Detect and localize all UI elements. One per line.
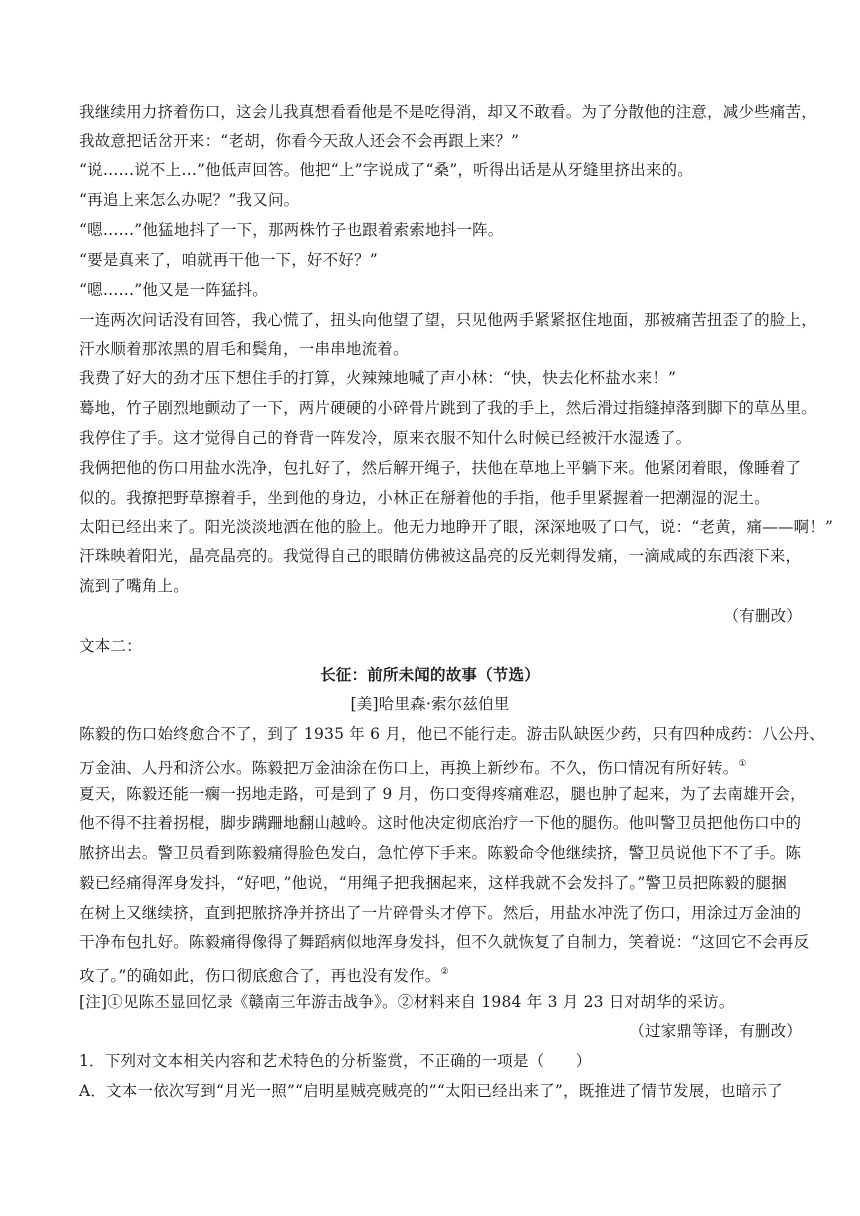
text-one-line-7: “嗯……”他又是一阵猛抖。 [79,281,268,299]
text-one-line-13: 我俩把他的伤口用盐水洗净，包扎好了，然后解开绳子，扶他在草地上平躺下来。他紧闭着眼，像睡着了 [79,459,802,477]
footnote-mark-2: ② [440,967,449,977]
text-two-line-5: 脓挤出去。警卫员看到陈毅痛得脸色发白，急忙停下手来。陈毅命令他继续挤，警卫员说他下不了手。陈 [79,844,802,862]
text-two-line-1: 陈毅的伤口始终愈合不了，到了 1935 年 6 月，他已不能行走。游击队缺医少药，只有四种成药：八公丹、 [79,725,825,743]
text-two-line-3: 夏天，陈毅还能一瘸一拐地走路，可是到了 9 月，伤口变得疼痛难忍，腿也肿了起来，为了去南雄开会， [79,785,806,803]
text-two-title: 长征：前所未闻的故事（节选） [320,665,540,684]
text-one-line-3: “说……说不上…”他低声回答。他把“上”字说成了“桑”，听得出话是从牙缝里挤出来的。 [79,161,693,179]
text-two-source-note: （过家鼎等译，有删改） [629,1022,802,1040]
text-two-line-6: 毅已经痛得浑身发抖，“好吧，”他说，“用绳子把我捆起来，这样我就不会发抖了。”警卫员把陈毅的腿捆 [79,874,787,892]
text-two-author: [美]哈里森·索尔兹伯里 [350,695,510,713]
text-two-heading: 文本二： [79,637,142,655]
footnote-mark-1: ① [738,759,747,769]
text-one-line-12: 我停住了手。这才觉得自己的脊背一阵发冷，原来衣服不知什么时候已经被汗水湿透了。 [79,429,692,447]
text-two-note: [注]①见陈丕显回忆录《赣南三年游击战争》。②材料来自 1984 年 3 月 23 日对胡华的采访。 [79,993,735,1011]
text-one-line-5: “嗯……”他猛地抖了一下，那两株竹子也跟着索索地抖一阵。 [79,221,504,239]
text-two-line-7: 在树上又继续挤，直到把脓挤净并挤出了一片碎骨头才停下。然后，用盐水冲洗了伤口，用涂过万金油的 [79,904,802,922]
question-stem: 1．下列对文本相关内容和艺术特色的分析鉴赏，不正确的一项是（ ） [79,1052,592,1070]
text-one-line-17: 流到了嘴角上。 [79,577,189,595]
text-two-line-9: 攻了。”的确如此，伤口彻底愈合了，再也没有发作。② [79,967,449,985]
text-one-line-4: “再追上来怎么办呢？”我又问。 [79,191,300,209]
text-one-line-16: 汗珠映着阳光，晶亮晶亮的。我觉得自己的眼睛仿佛被这晶亮的反光刺得发痛，一滴咸咸的东西滚下来， [79,547,802,565]
text-one-source-note: （有删改） [723,607,802,625]
text-one-line-15: 太阳已经出来了。阳光淡淡地洒在他的脸上。他无力地睁开了眼，深深地吸了口气，说：“老黄，痛——啊！” [79,518,834,536]
text-one-line-9: 汗水顺着那浓黑的眉毛和鬓角，一串串地流着。 [79,340,409,358]
text-two-line-8: 干净布包扎好。陈毅痛得像得了舞蹈病似地浑身发抖，但不久就恢复了自制力，笑着说：“这回它不会再反 [79,933,810,951]
text-one-line-2: 我故意把话岔开来：“老胡，你看今天敌人还会不会再跟上来？” [79,132,520,150]
text-one-line-6: “要是真来了，咱就再干他一下，好不好？” [79,251,378,269]
text-one-line-8: 一连两次问话没有回答，我心慌了，扭头向他望了望，只见他两手紧紧抠住地面，那被痛苦扭歪了的脸上， [79,311,817,329]
question-option-a: A．文本一依次写到“月光一照”“启明星贼亮贼亮的”“太阳已经出来了”，既推进了情节发展，也暗示了 [79,1082,783,1100]
text-one-line-1: 我继续用力挤着伤口，这会儿我真想看看他是不是吃得消，却又不敢看。为了分散他的注意，减少些痛苦， [79,103,817,121]
text-one-line-14: 似的。我撩把野草擦着手，坐到他的身边，小林正在掰着他的手指，他手里紧握着一把潮湿的泥土。 [79,489,770,507]
text-one-line-11: 蓦地，竹子剧烈地颤动了一下，两片硬硬的小碎骨片跳到了我的手上，然后滑过指缝掉落到脚下的草丛里。 [79,399,817,417]
text-one-line-10: 我费了好大的劲才压下想住手的打算，火辣辣地喊了声小林：“快，快去化杯盐水来！” [79,369,677,387]
text-two-line-2: 万金油、人丹和济公水。陈毅把万金油涂在伤口上，再换上新纱布。不久，伤口情况有所好转。① [79,759,747,777]
text-two-line-4: 他不得不拄着拐棍，脚步蹒跚地翻山越岭。这时他决定彻底治疗一下他的腿伤。他叫警卫员把他伤口中的 [79,814,802,832]
